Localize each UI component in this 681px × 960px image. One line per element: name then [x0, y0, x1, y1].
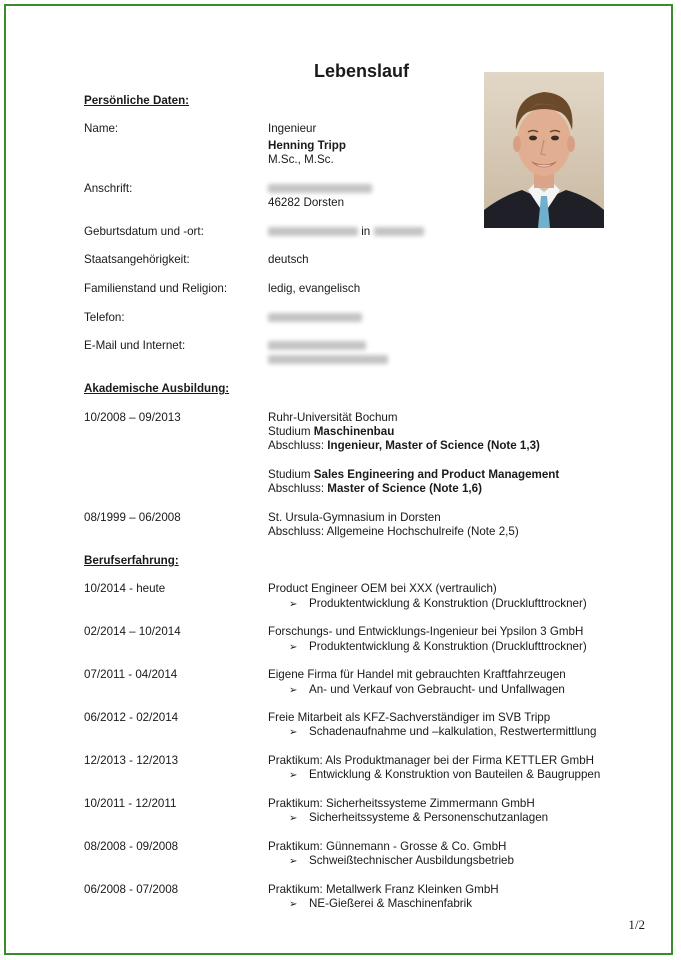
- experience-title: Praktikum: Sicherheitssysteme Zimmermann GmbH: [268, 797, 535, 810]
- experience-detail: ➢ Produktentwicklung & Konstruktion (Drucklufttrockner): [289, 597, 587, 610]
- uni-name: Ruhr-Universität Bochum: [268, 411, 398, 424]
- address-label: Anschrift:: [84, 182, 133, 195]
- experience-detail: ➢ Schweißtechnischer Ausbildungsbetrieb: [289, 854, 514, 867]
- section-heading-education: Akademische Ausbildung:: [84, 382, 230, 395]
- arrow-right-icon: ➢: [289, 727, 298, 738]
- experience-period: 10/2014 - heute: [84, 582, 166, 595]
- experience-title: Praktikum: Günnemann - Grosse & Co. GmbH: [268, 840, 507, 853]
- name-label: Name:: [84, 122, 119, 135]
- experience-period: 12/2013 - 12/2013: [84, 754, 179, 767]
- birth-label: Geburtsdatum und -ort:: [84, 225, 204, 238]
- portrait-photo: [484, 72, 604, 228]
- experience-detail: ➢ Schadenaufnahme und –kalkulation, Restwertermittlung: [289, 725, 597, 738]
- experience-detail: ➢ Sicherheitssysteme & Personenschutzanlagen: [289, 811, 549, 824]
- arrow-right-icon: ➢: [289, 899, 298, 910]
- website-redacted: [268, 353, 388, 367]
- email-redacted: [268, 339, 366, 353]
- experience-period: 07/2011 - 04/2014: [84, 668, 178, 681]
- name-line3: M.Sc., M.Sc.: [268, 153, 334, 166]
- uni-period: 10/2008 – 09/2013: [84, 411, 181, 424]
- phone-label: Telefon:: [84, 311, 125, 324]
- school-period: 08/1999 – 06/2008: [84, 511, 181, 524]
- birth-value: [268, 225, 424, 239]
- school-name: St. Ursula-Gymnasium in Dorsten: [268, 511, 441, 524]
- arrow-right-icon: ➢: [289, 642, 298, 653]
- experience-title: Product Engineer OEM bei XXX (vertraulich): [268, 582, 497, 595]
- experience-period: 08/2008 - 09/2008: [84, 840, 179, 853]
- name-line1: Ingenieur: [268, 122, 317, 135]
- section-heading-experience: Berufserfahrung:: [84, 554, 179, 567]
- arrow-right-icon: ➢: [289, 599, 298, 610]
- study2: Studium Sales Engineering and Product Management: [268, 468, 560, 481]
- nationality-label: Staatsangehörigkeit:: [84, 253, 190, 266]
- experience-period: 02/2014 – 10/2014: [84, 625, 181, 638]
- family-value: ledig, evangelisch: [268, 282, 361, 295]
- section-heading-personal: Persönliche Daten:: [84, 94, 190, 107]
- study1: Studium Maschinenbau: [268, 425, 395, 438]
- arrow-right-icon: ➢: [289, 813, 298, 824]
- arrow-right-icon: ➢: [289, 770, 298, 781]
- address-city: 46282 Dorsten: [268, 196, 345, 209]
- address-street-redacted: [268, 182, 372, 196]
- experience-detail: ➢ Produktentwicklung & Konstruktion (Drucklufttrockner): [289, 640, 587, 653]
- experience-title: Forschungs- und Entwicklungs-Ingenieur bei Ypsilon 3 GmbH: [268, 625, 584, 638]
- name-line2: Henning Tripp: [268, 139, 346, 152]
- experience-detail: ➢ An- und Verkauf von Gebraucht- und Unfallwagen: [289, 683, 565, 696]
- family-label: Familienstand und Religion:: [84, 282, 228, 295]
- experience-detail: ➢ NE-Gießerei & Maschinenfabrik: [289, 897, 473, 910]
- phone-redacted: [268, 311, 362, 325]
- nationality-value: deutsch: [268, 253, 309, 266]
- experience-period: 10/2011 - 12/2011: [84, 797, 177, 810]
- document-title: Lebenslauf: [314, 61, 410, 81]
- experience-title: Freie Mitarbeit als KFZ-Sachverständiger im SVB Tripp: [268, 711, 551, 724]
- degree1: Abschluss: Ingenieur, Master of Science (Note 1,3): [268, 439, 540, 452]
- arrow-right-icon: ➢: [289, 856, 298, 867]
- page-number: 1/2: [628, 917, 645, 932]
- school-degree: Abschluss: Allgemeine Hochschulreife (Note 2,5): [268, 525, 519, 538]
- degree2: Abschluss: Master of Science (Note 1,6): [268, 482, 482, 495]
- experience-period: 06/2008 - 07/2008: [84, 883, 179, 896]
- experience-title: Praktikum: Metallwerk Franz Kleinken GmbH: [268, 883, 499, 896]
- experience-detail: ➢ Entwicklung & Konstruktion von Bauteilen & Baugruppen: [289, 768, 601, 781]
- birth-in: in: [361, 225, 371, 238]
- arrow-right-icon: ➢: [289, 685, 298, 696]
- email-label: E-Mail und Internet:: [84, 339, 186, 352]
- experience-title: Praktikum: Als Produktmanager bei der Firma KETTLER GmbH: [268, 754, 595, 767]
- experience-period: 06/2012 - 02/2014: [84, 711, 179, 724]
- experience-title: Eigene Firma für Handel mit gebrauchten Kraftfahrzeugen: [268, 668, 566, 681]
